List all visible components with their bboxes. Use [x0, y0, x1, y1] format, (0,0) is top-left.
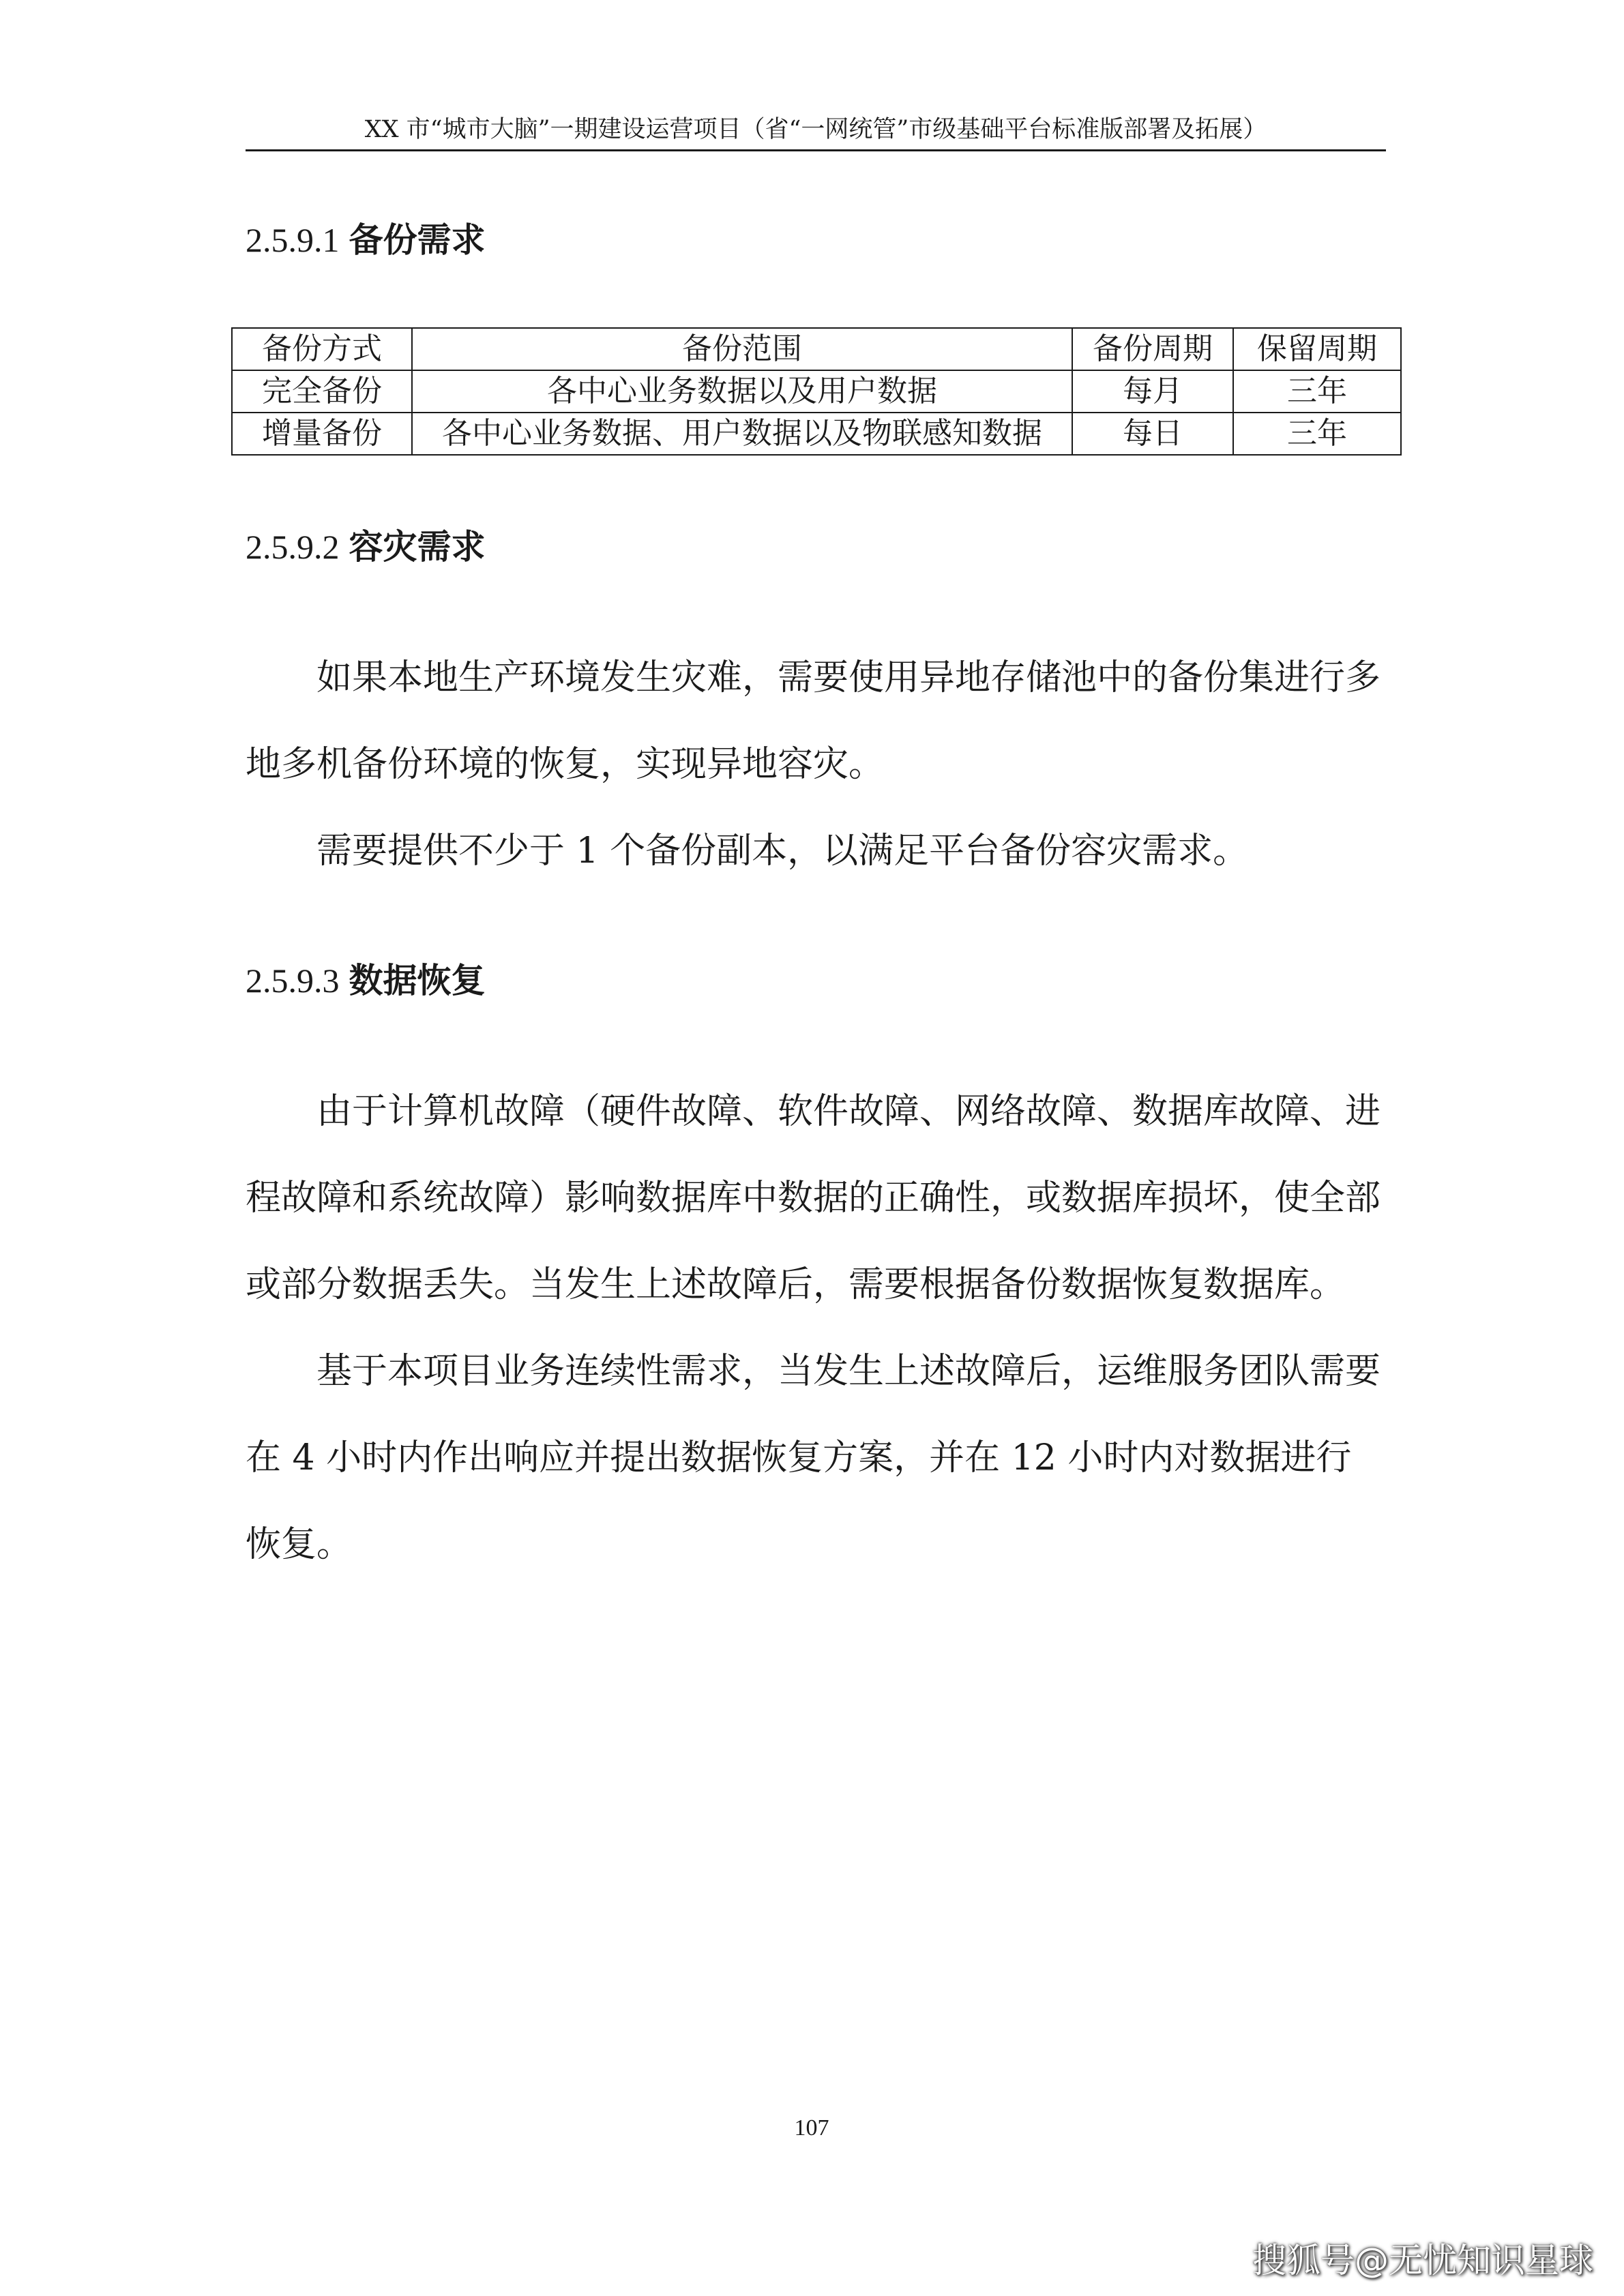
table-header-row [232, 328, 1401, 370]
section-title: 备份需求 [349, 220, 486, 260]
paragraph-text: 如果本地生产环境发生灾难，需要使用异地存储池中的备份集进行多地多机备份环境的恢复，实现异地容灾。 [246, 657, 1381, 785]
table-cell: 每月 [1072, 370, 1233, 413]
table-cell: 增量备份 [232, 413, 412, 455]
table-cell: 完全备份 [232, 370, 412, 413]
section-heading-disaster-recovery [246, 525, 486, 569]
watermark: 搜狐号@无忧知识星球 [1252, 2241, 1593, 2280]
page-number: 107 [794, 2115, 829, 2141]
header-rule [246, 149, 1386, 151]
paragraph-text: 基于本项目业务连续性需求，当发生上述故障后，运维服务团队需要在 4 小时内作出响应并提出数据恢复方案，并在 12 小时内对数据进行恢复。 [246, 1351, 1381, 1565]
paragraph-text: 由于计算机故障（硬件故障、软件故障、网络故障、数据库故障、进程故障和系统故障）影响数据库中数据的正确性，或数据库损坏，使全部或部分数据丢失。当发生上述故障后，需要根据备份数据恢复数据库。 [246, 1091, 1381, 1305]
section-number: 2.5.9.2 [246, 528, 340, 566]
table-row [232, 370, 1401, 413]
table-cell: 三年 [1233, 370, 1401, 413]
table-cell: 每日 [1072, 413, 1233, 455]
paragraph-disaster-recovery-2 [246, 808, 1386, 895]
table-row [232, 413, 1401, 455]
section-number: 2.5.9.1 [246, 221, 340, 259]
paragraph-text: 需要提供不少于 1 个备份副本，以满足平台备份容灾需求。 [316, 831, 1249, 871]
paragraph-data-recovery-2 [246, 1328, 1386, 1588]
running-header: XX 市“城市大脑”一期建设运营项目（省“一网统管”市级基础平台标准版部署及拓展） [364, 116, 1267, 143]
table-cell: 各中心业务数据以及用户数据 [412, 370, 1072, 413]
section-title: 容灾需求 [349, 527, 486, 567]
section-heading-data-recovery [246, 959, 486, 1002]
backup-table [231, 327, 1402, 456]
paragraph-data-recovery-1 [246, 1069, 1386, 1328]
table-header-cell: 备份方式 [232, 328, 412, 370]
paragraph-disaster-recovery-1 [246, 635, 1386, 808]
table-header-cell: 保留周期 [1233, 328, 1401, 370]
section-number: 2.5.9.3 [246, 961, 340, 1000]
table-cell: 各中心业务数据、用户数据以及物联感知数据 [412, 413, 1072, 455]
table-cell: 三年 [1233, 413, 1401, 455]
table-header-cell: 备份周期 [1072, 328, 1233, 370]
section-title: 数据恢复 [349, 961, 486, 1000]
table-header-cell: 备份范围 [412, 328, 1072, 370]
section-heading-backup [246, 218, 486, 262]
